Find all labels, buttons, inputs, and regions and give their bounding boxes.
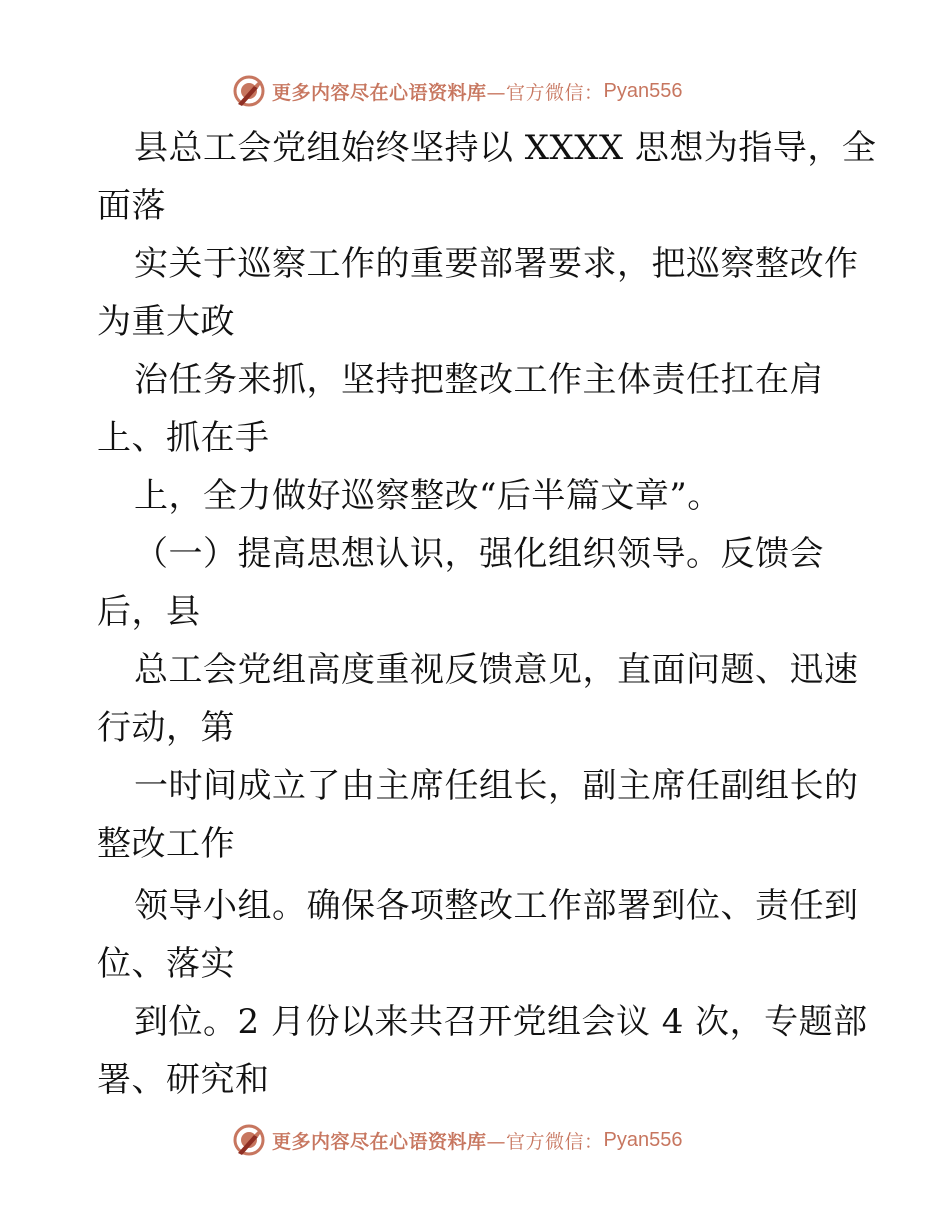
text-line-9: 后，县	[97, 592, 201, 632]
pen-logo-icon	[232, 74, 266, 108]
footer-banner-id: Pyan556	[603, 1128, 683, 1151]
text-line-5: 治任务来抓，坚持把整改工作主体责任扛在肩	[134, 360, 824, 400]
header-banner[interactable]	[232, 71, 683, 111]
text-line-17: 署、研究和	[97, 1060, 270, 1100]
text-line-7: 上，全力做好巡察整改“后半篇文章”。	[134, 476, 722, 516]
header-banner-title: 更多内容尽在心语资料库	[272, 81, 487, 104]
text-line-14: 领导小组。确保各项整改工作部署到位、责任到	[134, 886, 859, 926]
text-line-6: 上、抓在手	[97, 418, 270, 458]
text-line-2: 面落	[97, 186, 166, 226]
footer-banner-contact: —官方微信：	[486, 1130, 604, 1153]
text-line-3: 实关于巡察工作的重要部署要求，把巡察整改作	[134, 244, 859, 284]
footer-banner-title: 更多内容尽在心语资料库	[272, 1130, 487, 1153]
text-line-8: （一）提高思想认识，强化组织领导。反馈会	[134, 534, 824, 574]
text-line-16: 到位。2 月份以来共召开党组会议 4 次，专题部	[134, 1002, 868, 1042]
footer-banner[interactable]	[232, 1120, 683, 1160]
text-line-1: 县总工会党组始终坚持以 XXXX 思想为指导，全	[134, 128, 877, 168]
pen-logo-icon	[232, 1123, 266, 1157]
text-line-4: 为重大政	[97, 302, 235, 342]
text-line-12: 一时间成立了由主席任组长，副主席任副组长的	[134, 766, 859, 806]
header-banner-contact: —官方微信：	[486, 81, 604, 104]
text-line-13: 整改工作	[97, 824, 235, 864]
header-banner-id: Pyan556	[603, 79, 683, 102]
text-line-15: 位、落实	[97, 944, 235, 984]
text-line-10: 总工会党组高度重视反馈意见，直面问题、迅速	[134, 650, 859, 690]
text-line-11: 行动，第	[97, 708, 235, 748]
